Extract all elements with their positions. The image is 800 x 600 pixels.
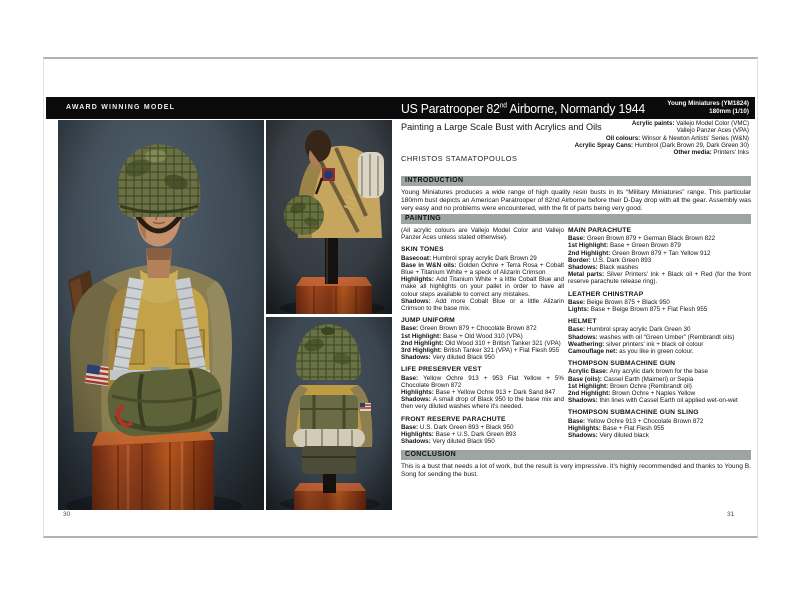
- bust-back-illustration: [266, 317, 392, 510]
- recipe-line: Base: Green Brown 879 + German Black Brown 822: [568, 235, 716, 243]
- kit-info-line: 180mm (1/10): [709, 108, 749, 115]
- recipe-heading: JUMP UNIFORM: [401, 317, 455, 325]
- article-title: US Paratrooper 82nd Airborne, Normandy 1944: [401, 101, 645, 116]
- painting-column-right: [568, 227, 751, 444]
- painting-column-left: [401, 227, 564, 450]
- recipe-line: Highlights: Add Titanium White + a little Cobalt Blue and make all highlights on your pallet in order to have all colour steps available to correct any mistakes.: [401, 276, 564, 298]
- recipe-line: Metal parts: Silver Printers' Ink + Black oil + Red (for the front reserve parachute release ring).: [568, 271, 751, 286]
- recipe-line: Base in W&N oils: Golden Ochre + Terra Rosa + Cobalt Blue + Titanium White + a speck of Alizarin Crimson: [401, 261, 564, 277]
- photo-bust-back-view: [266, 317, 392, 510]
- header-band: [46, 97, 755, 119]
- recipe-group: [568, 318, 751, 355]
- material-line: Oil colours: Winsor & Newton Artists' Series (W&N): [605, 134, 749, 142]
- recipe-line: 1st Highlight: Brown Ochre (Rembrandt oil): [568, 382, 692, 390]
- recipe-line: Lights: Base + Beige Brown 875 + Flat Flesh 955: [568, 306, 708, 314]
- recipe-line: 2nd Highlight: Old Wood 310 + British Tanker 321 (VPA): [401, 339, 561, 347]
- page-number-right: 31: [727, 511, 735, 518]
- recipe-line: Acrylic Base: Any acrylic dark brown for the base: [568, 368, 709, 376]
- painting-note: (All acrylic colours are Vallejo Model Color and Vallejo Panzer Aces unless stated otherwise).: [401, 227, 564, 242]
- bust-front-illustration: [58, 120, 264, 510]
- kit-info-line: Young Miniatures (YM1824): [667, 100, 749, 107]
- recipe-line: Shadows: Very diluted Black 950: [401, 438, 495, 446]
- recipe-line: Highlights: Base + Yellow Ochre 913 + Dark Sand 847: [401, 389, 556, 397]
- recipe-group: [401, 246, 564, 312]
- recipe-line: 3rd Highlight: British Tanker 321 (VPA) + Flat Flesh 955: [401, 347, 560, 355]
- article-subtitle: Painting a Large Scale Bust with Acrylics and Oils: [401, 122, 602, 133]
- kit-info: [667, 100, 749, 116]
- recipe-line: 2nd Highlight: Green Brown 879 + Tan Yellow 912: [568, 249, 711, 257]
- recipe-group: [401, 317, 564, 361]
- recipe-heading: LEATHER CHINSTRAP: [568, 290, 644, 298]
- recipe-line: Border: U.S. Dark Green 893: [568, 256, 652, 264]
- recipe-heading: MAIN PARACHUTE: [568, 227, 632, 234]
- recipe-line: Base: Yellow Ochre 913 + Chocolate Brown 872: [568, 417, 704, 425]
- conclusion-paragraph: This is a bust that needs a lot of work, but the result is very impressive. It's highly recommended and thanks to Young B. Song for sending the bust.: [401, 463, 751, 478]
- recipe-line: Highlights: Base + Flat Flesh 955: [568, 424, 665, 432]
- recipe-line: Shadows: A small drop of Black 950 to the base mix and then very diluted washes where it's needed.: [401, 396, 564, 411]
- recipe-line: 2nd Highlight: Brown Ochre + Naples Yellow: [568, 390, 696, 398]
- recipe-group: [568, 360, 751, 404]
- material-line: Vallejo Panzer Aces (VPA): [676, 127, 749, 135]
- recipe-group: [401, 416, 564, 446]
- award-banner-label: AWARD WINNING MODEL: [66, 104, 176, 111]
- recipe-line: Basecoat: Humbrol spray acrylic Dark Brown 29: [401, 254, 537, 262]
- recipe-group: [401, 366, 564, 410]
- recipe-line: Base: Yellow Ochre 913 + 953 Flat Yellow + 5% Chocolate Brown 872: [401, 374, 564, 389]
- section-header-painting: PAINTING: [401, 214, 751, 224]
- material-line: Acrylic Spray Cans: Humbrol (Dark Brown 29, Dark Green 30): [574, 141, 749, 149]
- recipe-line: Base: U.S. Dark Green 893 + Black 950: [401, 423, 514, 431]
- material-line: Acrylic paints: Vallejo Model Color (VMC): [631, 120, 749, 127]
- recipe-group: [568, 291, 751, 314]
- recipe-line: Shadows: Add more Cobalt Blue or a little Alizarin Crimson to the base mix.: [401, 297, 564, 313]
- recipe-heading: LIFE PRESERVER VEST: [401, 366, 482, 374]
- recipe-heading: SKIN TONES: [401, 246, 444, 254]
- title-superscript: nd: [499, 101, 507, 110]
- introduction-paragraph: Young Miniatures produces a wide range of high quality resin busts in its “Military Miniatures” range. This particular 180mm bust depicts an American Paratrooper of 82nd Airborne before their D-Day drop with all the gear. Assembly was very easy and no problems were encountered, with the fit of parts being very good.: [401, 189, 751, 212]
- material-line: Other media: Printers' Inks: [673, 149, 749, 157]
- recipe-line: 1st Highlight: Base + Old Wood 310 (VPA): [401, 332, 523, 340]
- section-header-introduction: INTRODUCTION: [401, 176, 751, 186]
- recipe-line: Highlights: Base + U.S. Dark Green 893: [401, 431, 516, 439]
- recipe-group: [568, 227, 751, 286]
- recipe-line: Shadows: thin lines with Cassel Earth oil applied wet-on-wet: [568, 397, 738, 405]
- bust-side-illustration: [266, 120, 392, 314]
- recipe-line: Base: Beige Brown 875 + Black 950: [568, 298, 670, 306]
- recipe-heading: THOMPSON SUBMACHINE GUN: [568, 360, 676, 368]
- recipe-line: Camouflage net: as you like in green colour.: [568, 348, 694, 356]
- recipe-heading: THOMPSON SUBMACHINE GUN SLING: [568, 409, 699, 417]
- recipe-line: Base: Green Brown 879 + Chocolate Brown 872: [401, 325, 537, 333]
- photo-bust-front-view: [58, 120, 264, 510]
- section-header-conclusion: CONCLUSION: [401, 450, 751, 460]
- photo-collage: [58, 120, 392, 510]
- photo-bust-side-rear-view: [266, 120, 392, 314]
- recipe-group: [568, 409, 751, 439]
- recipe-line: Base (oils): Cassel Earth (Maimeri) or Sepia: [568, 375, 694, 383]
- recipe-line: Base: Humbrol spray acrylic Dark Green 30: [568, 326, 691, 334]
- recipe-line: Weathering: silver printers' ink + black oil colour: [568, 340, 704, 348]
- page-number-left: 30: [63, 511, 71, 518]
- page-spread: [43, 57, 758, 538]
- recipe-line: Shadows: Very diluted Black 950: [401, 354, 495, 362]
- recipe-heading: HELMET: [568, 318, 597, 326]
- recipe-line: 1st Highlight: Base + Green Brown 879: [568, 242, 681, 250]
- author-name: CHRISTOS STAMATOPOULOS: [401, 154, 518, 163]
- recipe-heading: FRONT RESERVE PARACHUTE: [401, 415, 506, 423]
- recipe-line: Shadows: Black washes: [568, 264, 638, 272]
- recipe-line: Shadows: Very diluted black: [568, 432, 649, 440]
- materials-list: [549, 120, 749, 156]
- recipe-line: Shadows: washes with oil “Green Umber” (Rembrandt oils): [568, 333, 735, 341]
